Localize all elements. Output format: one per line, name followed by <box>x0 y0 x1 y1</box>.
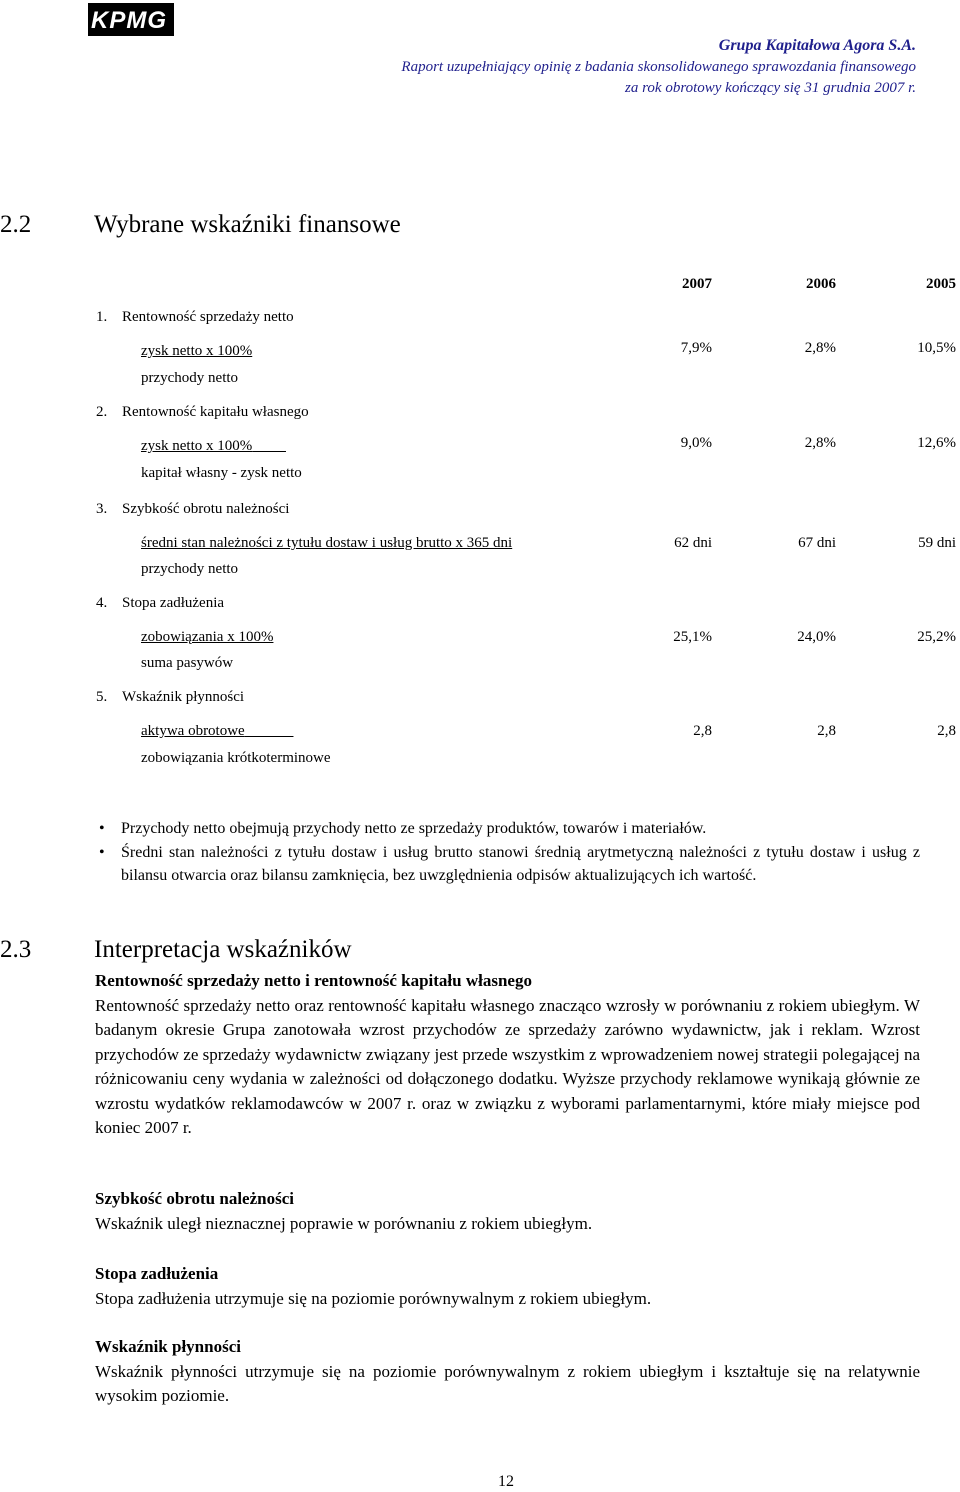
indicator-1-value-2005: 10,5% <box>917 340 956 356</box>
interpretation-debt-ratio <box>95 1262 920 1311</box>
year-header-2005: 2005 <box>926 276 956 292</box>
section-2-2-heading <box>0 211 401 239</box>
interpretation-heading: Stopa zadłużenia <box>95 1264 219 1283</box>
interpretation-text: Rentowność sprzedaży netto oraz rentowność kapitału własnego znacząco wzrosły w porównaniu z rokiem ubiegłym. W badanym okresie Grupa zanotowała wzrost przychodów ze sprzedaży zarówno wydawnictw, jak i reklam. Wzrost przychodów ze sprzedaży wydawnictw związany jest przede wszystkim z wprowadzeniem nowej strategii polegającej na różnicowaniu ceny wydania w zależności od dołączonego dodatku. Wyższe przychody reklamowe wynikają głównie ze wzrostu wydatków reklamodawców w 2007 r. oraz w związku z wyborami parlamentarnymi, które miały miejsce pod koniec 2007 r. <box>95 995 920 1137</box>
indicator-4-value-2007: 25,1% <box>673 629 712 645</box>
section-2-3-heading <box>0 936 352 964</box>
indicator-2-name <box>96 404 309 421</box>
bullet-icon: • <box>99 843 105 861</box>
indicator-2-value-2007: 9,0% <box>680 435 712 451</box>
notes-list <box>96 817 920 888</box>
interpretation-heading: Wskaźnik płynności <box>95 1337 241 1356</box>
indicator-label: Wskaźnik płynności <box>122 689 245 705</box>
indicator-5-numerator <box>141 723 293 740</box>
header-period: za rok obrotowy kończący się 31 grudnia 2007 r. <box>625 80 916 96</box>
section-number: 2.3 <box>0 936 32 963</box>
indicator-5-value-2007: 2,8 <box>693 723 712 739</box>
interpretation-liquidity <box>95 1335 920 1409</box>
note-text: Przychody netto obejmują przychody netto ze sprzedaży produktów, towarów i materiałów. <box>121 820 707 837</box>
year-header-2006: 2006 <box>806 276 836 292</box>
indicator-2-value-2005: 12,6% <box>917 435 956 451</box>
indicator-1-value-2006: 2,8% <box>804 340 836 356</box>
header-company: Grupa Kapitałowa Agora S.A. <box>718 37 916 54</box>
indicator-1-denominator: przychody netto <box>141 370 239 386</box>
indicator-number: 1. <box>96 309 108 325</box>
indicator-4-denominator: suma pasywów <box>141 655 234 671</box>
indicator-2-numerator <box>141 438 286 455</box>
interpretation-heading: Szybkość obrotu należności <box>95 1189 294 1208</box>
section-title: Wybrane wskaźniki finansowe <box>94 211 401 238</box>
indicator-3-value-2007: 62 dni <box>674 535 712 551</box>
note-item <box>96 817 920 841</box>
bullet-icon: • <box>99 820 105 837</box>
kpmg-logo: KPMG <box>88 3 174 36</box>
indicator-1-numerator: zysk netto x 100% <box>141 343 253 359</box>
numerator-text: aktywa obrotowe <box>141 723 245 739</box>
indicator-number: 3. <box>96 501 108 517</box>
indicator-5-name <box>96 689 244 706</box>
section-title: Interpretacja wskaźników <box>94 936 352 963</box>
interpretation-text: Wskaźnik uległ nieznacznej poprawie w porównaniu z rokiem ubiegłym. <box>95 1213 593 1233</box>
interpretation-text: Wskaźnik płynności utrzymuje się na poziomie porównywalnym z rokiem ubiegłym i kształtuje się na relatywnie wysokim poziomie. <box>95 1361 920 1405</box>
indicator-3-value-2005: 59 dni <box>918 535 956 551</box>
indicator-1-value-2007: 7,9% <box>680 340 712 356</box>
indicator-3-name <box>96 501 289 518</box>
indicator-number: 2. <box>96 404 108 420</box>
section-number: 2.2 <box>0 211 32 238</box>
page-number: 12 <box>498 1473 514 1490</box>
indicator-5-denominator: zobowiązania krótkoterminowe <box>141 750 331 766</box>
indicator-5-value-2006: 2,8 <box>817 723 836 739</box>
indicator-4-numerator: zobowiązania x 100% <box>141 629 274 645</box>
interpretation-heading: Rentowność sprzedaży netto i rentowność kapitału własnego <box>95 971 532 990</box>
indicator-label: Rentowność kapitału własnego <box>122 404 309 420</box>
indicator-label: Stopa zadłużenia <box>122 595 225 611</box>
indicator-3-value-2006: 67 dni <box>798 535 836 551</box>
indicator-4-value-2006: 24,0% <box>797 629 836 645</box>
indicator-2-denominator: kapitał własny - zysk netto <box>141 465 302 481</box>
interpretation-text: Stopa zadłużenia utrzymuje się na poziomie porównywalnym z rokiem ubiegłym. <box>95 1288 652 1308</box>
indicator-label: Szybkość obrotu należności <box>122 501 290 517</box>
year-header-2007: 2007 <box>682 276 712 292</box>
note-item <box>96 841 920 888</box>
numerator-text: zysk netto x 100% <box>141 438 253 454</box>
indicator-number: 5. <box>96 689 108 705</box>
indicator-4-value-2005: 25,2% <box>917 629 956 645</box>
indicator-4-name <box>96 595 224 612</box>
note-text: Średni stan należności z tytułu dostaw i usług brutto stanowi średnią arytmetyczną należności z tytułu dostaw i usług z bilansu otwarcia oraz bilansu zamknięcia, bez uwzględnienia odpisów aktualizujących ich wartość. <box>121 843 920 884</box>
interpretation-profitability <box>95 969 920 1141</box>
indicator-label: Rentowność sprzedaży netto <box>122 309 294 325</box>
indicator-3-numerator: średni stan należności z tytułu dostaw i usług brutto x 365 dni <box>141 535 513 551</box>
indicator-number: 4. <box>96 595 108 611</box>
indicator-1-name <box>96 309 294 326</box>
indicator-2-value-2006: 2,8% <box>804 435 836 451</box>
interpretation-receivables-turnover <box>95 1187 920 1236</box>
header-report-title: Raport uzupełniający opinię z badania skonsolidowanego sprawozdania finansowego <box>401 59 916 75</box>
indicator-3-denominator: przychody netto <box>141 561 239 577</box>
indicator-5-value-2005: 2,8 <box>937 723 956 739</box>
